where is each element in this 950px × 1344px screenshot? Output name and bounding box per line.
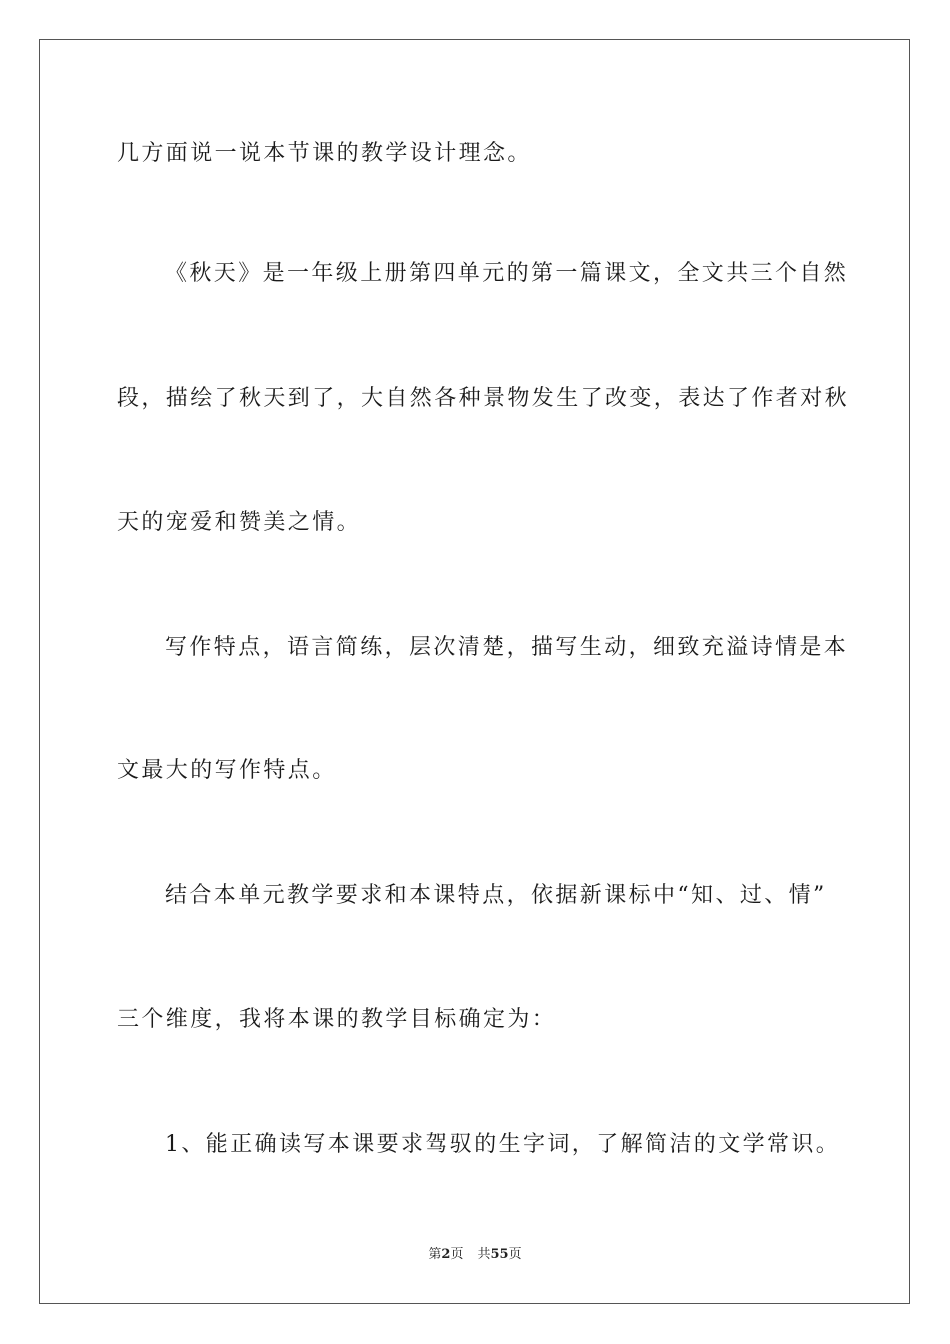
- paragraph-line: 天的宠爱和赞美之情。: [117, 510, 362, 535]
- page-border: [39, 39, 910, 1304]
- paragraph-line: 《秋天》是一年级上册第四单元的第一篇课文，全文共三个自然: [165, 261, 849, 286]
- total-pages: 55: [490, 1247, 509, 1262]
- paragraph-line: 写作特点，语言简练，层次清楚，描写生动，细致充溢诗情是本: [165, 635, 849, 660]
- total-suffix: 页: [508, 1247, 522, 1262]
- paragraph-line: 段，描绘了秋天到了，大自然各种景物发生了改变，表达了作者对秋: [117, 386, 850, 411]
- paragraph-line: 文最大的写作特点。: [117, 758, 337, 783]
- paragraph-line: 几方面说一说本节课的教学设计理念。: [117, 141, 532, 166]
- paragraph-line: 1、能正确读写本课要求驾驭的生字词，了解简洁的文学常识。: [165, 1132, 841, 1157]
- paragraph-line: 三个维度，我将本课的教学目标确定为：: [117, 1007, 557, 1032]
- paragraph-line: 结合本单元教学要求和本课特点，依据新课标中“知、过、情”: [165, 883, 827, 908]
- page-suffix: 页: [450, 1247, 464, 1262]
- page-footer: [0, 1246, 950, 1264]
- page-prefix: 第: [428, 1247, 442, 1262]
- total-prefix: 共: [477, 1247, 491, 1262]
- page-number: 2: [441, 1247, 451, 1262]
